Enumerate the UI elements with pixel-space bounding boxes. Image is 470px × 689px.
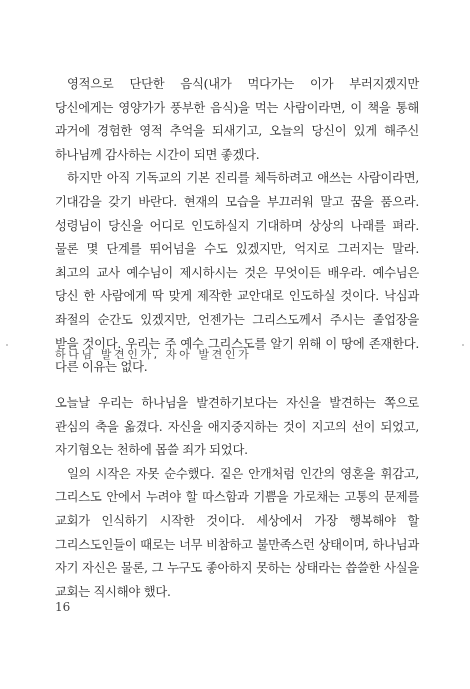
section-paragraph: 일의 시작은 자못 순수했다. 짙은 안개처럼 인간의 영혼을 휘감고, 그리스도 안에서 누려야 할 따스함과 기쁨을 가로채는 고통의 문제를 교회가 인식하기 시작한 것이다. 세상에서 가장 행복해야 할 그리스도인들이 때로는 너무 비참하고 불만족스런 상태이며, 하나님과 자기 자신은 물론, 그 누구도 좋아하지 못하는 상태라는 씁쓸한 사실을 교회는 직시해야 했다. <box>55 466 419 599</box>
page-number: 16 <box>55 600 71 614</box>
body-paragraph: 하지만 아직 기독교의 기본 진리를 체득하려고 애쓰는 사람이라면, 기대감을 갖기 바란다. 현재의 모습을 부끄러워 말고 꿈을 품으라. 성령님이 당신을 어디로 인도하실지 기대하며 상상의 나래를 펴라. 물론 몇 단계를 뛰어넘을 수도 있겠지만, 억지로 그러지는 말라. 최고의 교사 예수님이 제시하시는 것은 무엇이든 배우라. 예수님은 당신 한 사람에게 딱 맞게 제작한 교안대로 인도하실 것이다. 낙심과 좌절의 순간도 있겠지만, 언젠가는 그리스도께서 주시는 졸업장을 받을 것이다. 우리는 주 예수 그리스도를 알기 위해 이 땅에 존재한다. 다른 이유는 없다. <box>55 171 419 375</box>
body-paragraph: 영적으로 단단한 음식(내가 먹다가는 이가 부러지겠지만 당신에게는 영양가가 풍부한 음식)을 먹는 사람이라면, 이 책을 통해 과거에 경험한 영적 추억을 되새기고, 오늘의 당신이 있게 해주신 하나님께 감사하는 시간이 되면 좋겠다. <box>55 77 419 162</box>
section-heading: 하나님 발견인가, 자아 발견인가 <box>55 348 252 361</box>
section-paragraph: 오늘날 우리는 하나님을 발견하기보다는 자신을 발견하는 쪽으로 관심의 축을 옮겼다. 자신을 애지중지하는 것이 지고의 선이 되었고, 자기혐오는 천하에 몹쓸 죄가 되었다. <box>55 396 419 458</box>
section-text-block <box>55 392 419 604</box>
page-margin-mark <box>462 344 464 346</box>
intro-text-block <box>55 73 419 380</box>
page-margin-mark <box>6 344 8 346</box>
